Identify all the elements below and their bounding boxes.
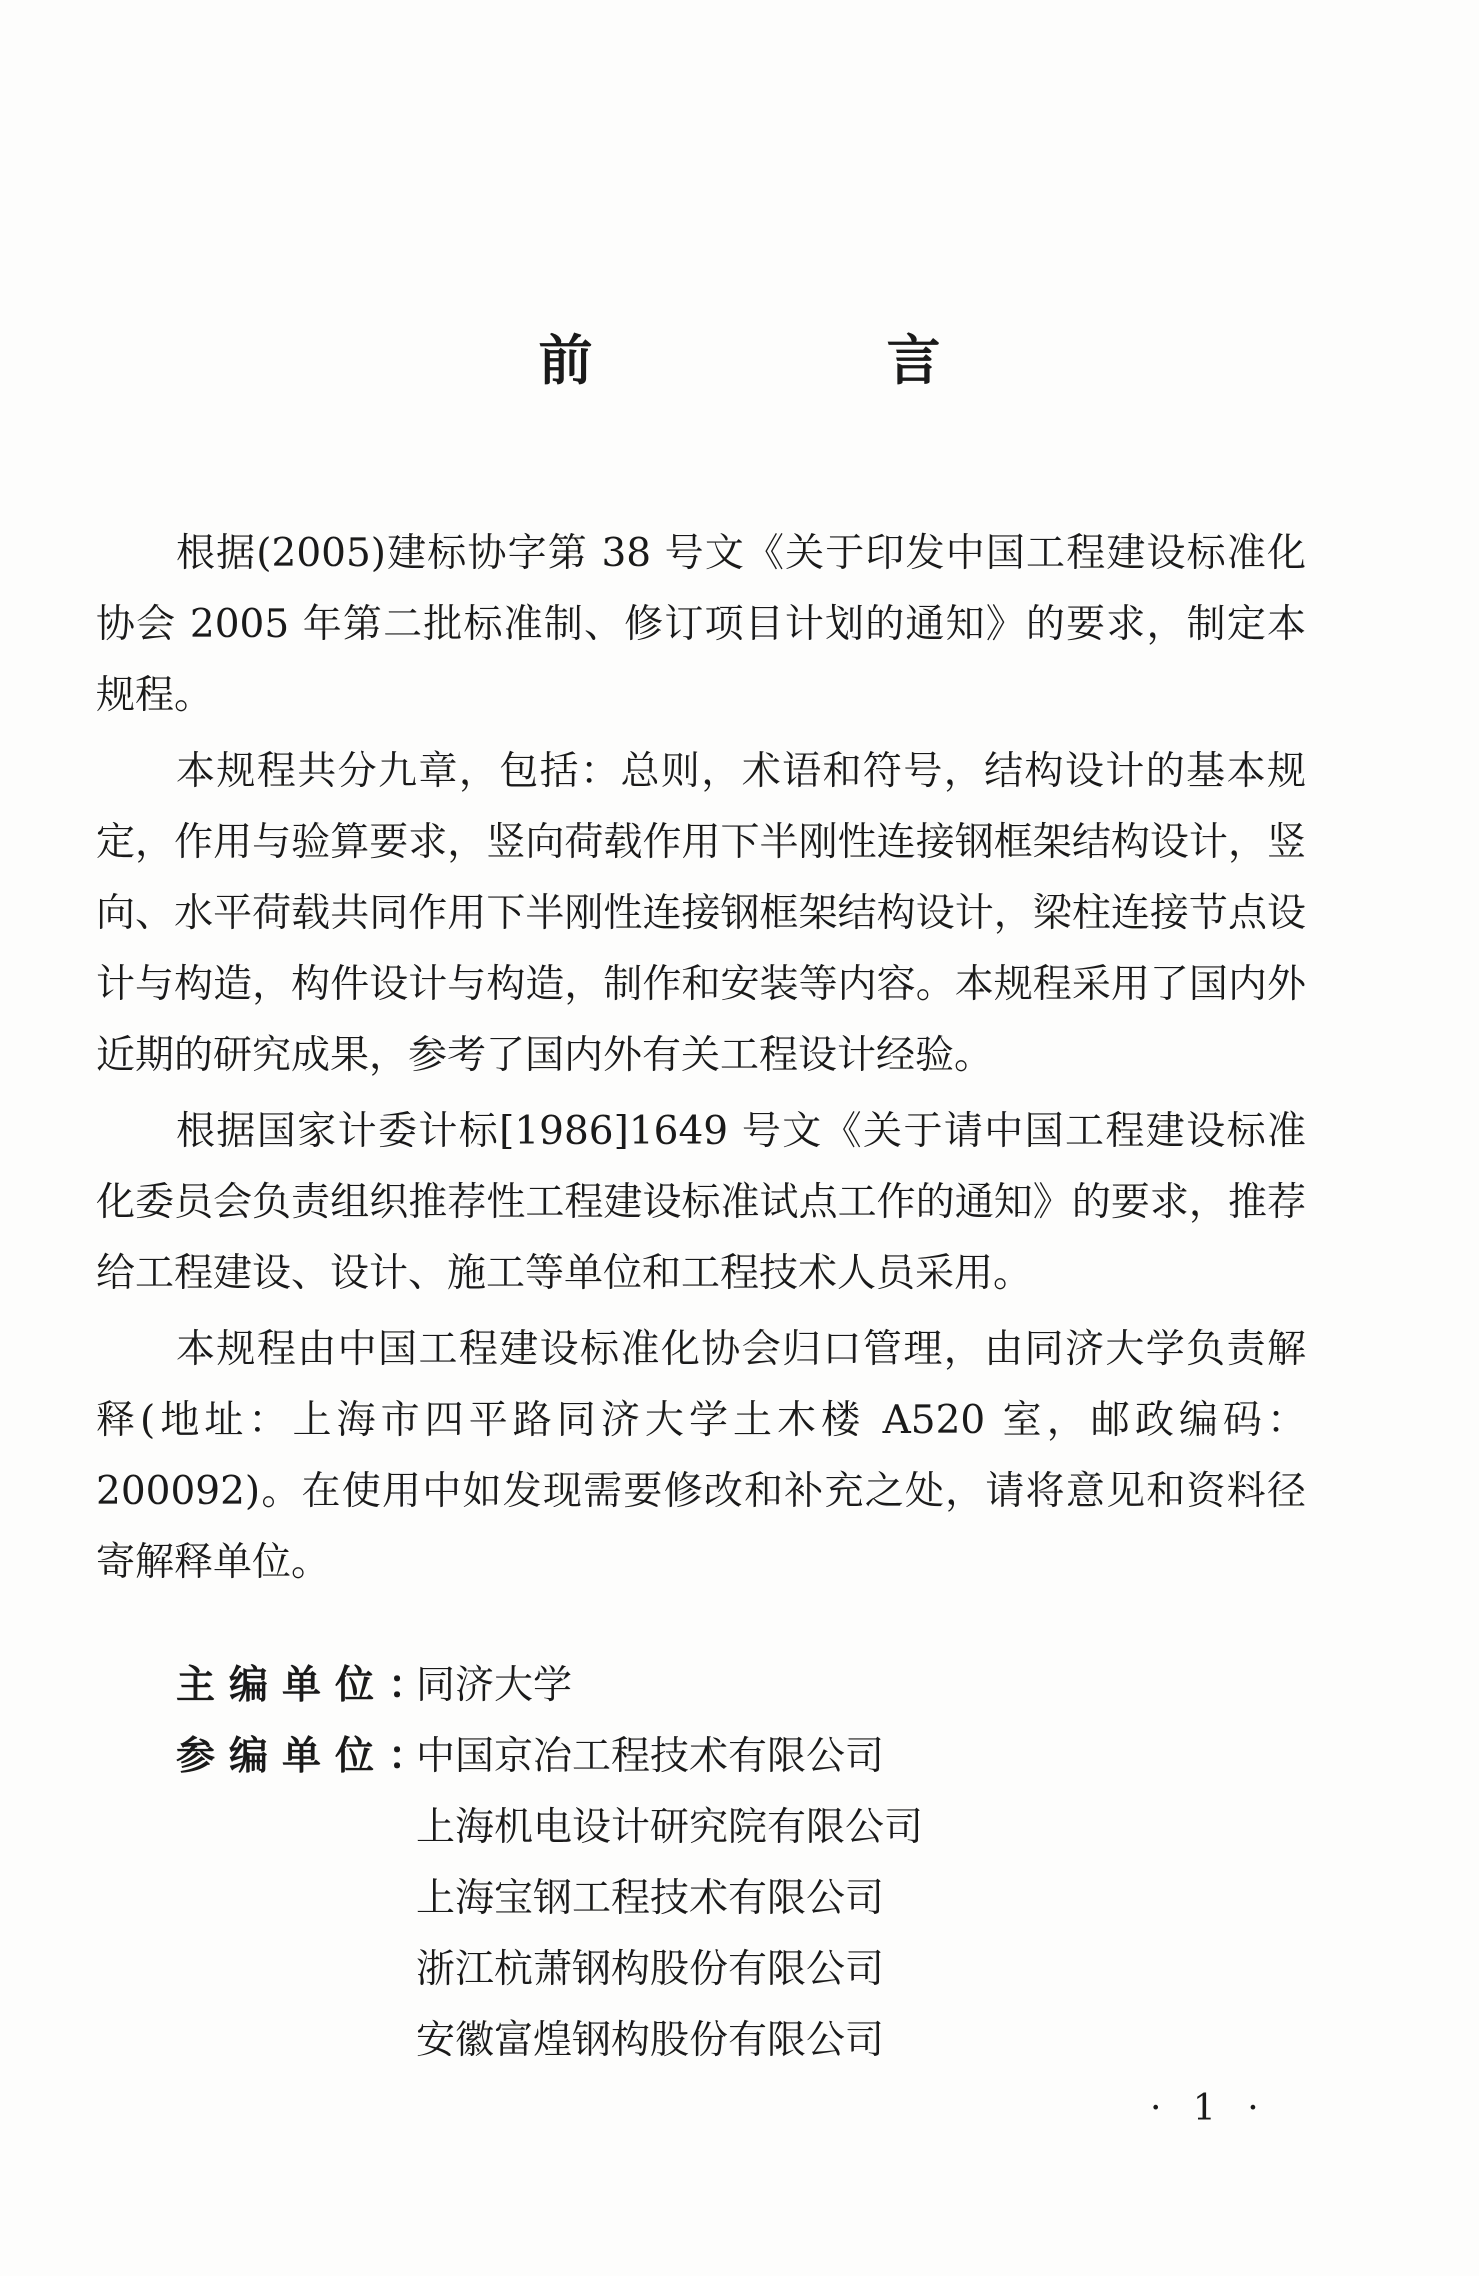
participants-list — [416, 1721, 923, 2076]
participant-item: 上海宝钢工程技术有限公司 — [416, 1876, 885, 1921]
participants-label: 参编单位： — [176, 1733, 442, 1779]
paragraph: 本规程共分九章，包括：总则，术语和符号，结构设计的基本规定，作用与验算要求，竖向荷载作用下半刚性连接钢框架结构设计，竖向、水平荷载共同作用下半刚性连接钢框架结构设计，梁柱连接节点设计与构造，构件设计与构造，制作和安装等内容。本规程采用了国内外近期的研究成果，参考了国内外有关工程设计经验。 — [96, 749, 1306, 1078]
paragraph: 本规程由中国工程建设标准化协会归口管理，由同济大学负责解释(地址：上海市四平路同济大学土木楼 A520 室，邮政编码：200092)。在使用中如发现需要修改和补充之处，请将意见和资料径寄解释单位。 — [96, 1327, 1306, 1585]
paragraph: 根据(2005)建标协字第 38 号文《关于印发中国工程建设标准化协会 2005 年第二批标准制、修订项目计划的通知》的要求，制定本规程。 — [96, 531, 1306, 718]
preface-body — [96, 518, 1306, 1603]
paragraph: 根据国家计委计标[1986]1649 号文《关于请中国工程建设标准化委员会负责组织推荐性工程建设标准试点工作的通知》的要求，推荐给工程建设、设计、施工等单位和工程技术人员采用。 — [96, 1109, 1306, 1296]
chief-editor-value: 同济大学 — [416, 1663, 573, 1708]
chief-editor-label: 主编单位： — [176, 1662, 442, 1708]
participant-item: 浙江杭萧钢构股份有限公司 — [416, 1947, 885, 1992]
editing-units — [176, 1650, 923, 2076]
participant-item: 上海机电设计研究院有限公司 — [416, 1805, 924, 1850]
chief-editor-row — [176, 1650, 923, 1721]
page-title: 前 言 — [538, 328, 1061, 392]
participant-item: 中国京冶工程技术有限公司 — [416, 1734, 885, 1779]
participants-row — [176, 1721, 923, 2076]
participant-item: 安徽富煌钢构股份有限公司 — [416, 2018, 885, 2063]
page-number: · 1 · — [1150, 2088, 1269, 2129]
